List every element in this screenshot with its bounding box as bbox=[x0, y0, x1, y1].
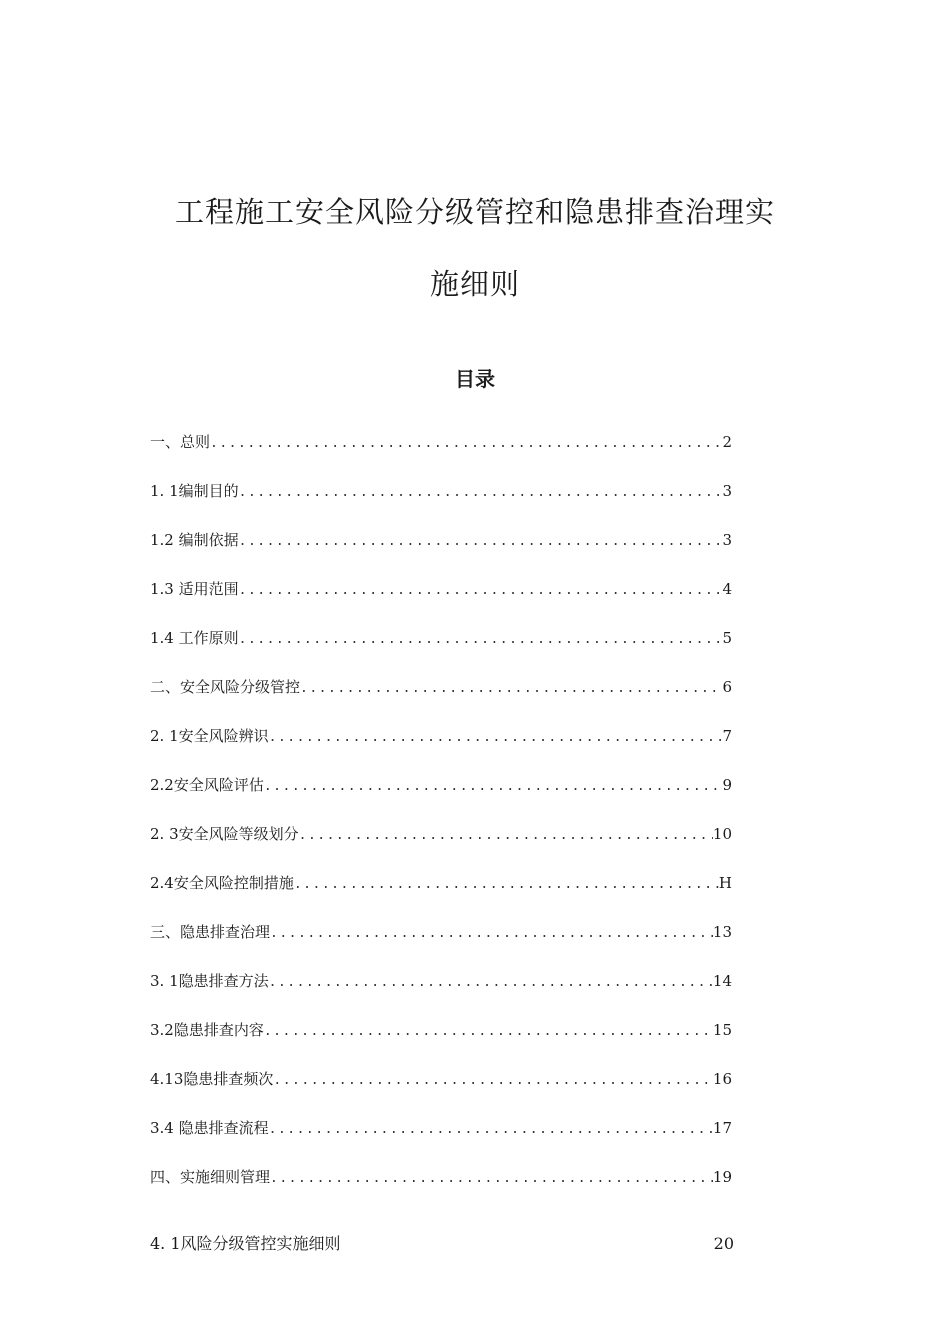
toc-leader-dots bbox=[210, 433, 722, 455]
toc-entry-page: 10 bbox=[712, 825, 732, 843]
toc-entry-text: 3.4 隐患排查流程 bbox=[150, 1119, 269, 1137]
toc-entry-page: 5 bbox=[722, 629, 732, 647]
toc-entry-page: 7 bbox=[722, 727, 732, 745]
toc-entry[interactable] bbox=[150, 480, 732, 529]
toc-entry-page: 14 bbox=[712, 972, 732, 990]
toc-entry[interactable] bbox=[150, 627, 732, 676]
toc-entry[interactable] bbox=[150, 725, 732, 774]
toc-entry[interactable] bbox=[150, 676, 732, 725]
toc-entry-text: 2. 3安全风险等级划分 bbox=[150, 825, 299, 843]
toc-entry-page: 3 bbox=[722, 531, 732, 549]
toc-leader-dots bbox=[273, 1070, 713, 1092]
toc-entry-page: 16 bbox=[712, 1070, 732, 1088]
toc-entry[interactable] bbox=[150, 1166, 732, 1215]
toc-entry-text: 2.4安全风险控制措施 bbox=[150, 874, 294, 892]
document-title-line-1: 工程施工安全风险分级管控和隐患排查治理实 bbox=[174, 195, 775, 229]
toc-entry-page: 20 bbox=[713, 1234, 734, 1253]
toc-leader-dots bbox=[239, 580, 723, 602]
toc-entry[interactable] bbox=[150, 774, 732, 823]
toc-entry-page: 3 bbox=[722, 482, 732, 500]
toc-entry-page: 4 bbox=[722, 580, 732, 598]
toc-entry[interactable] bbox=[150, 578, 732, 627]
toc-leader-dots bbox=[264, 776, 723, 798]
toc-entry-text: 1. 1编制目的 bbox=[150, 482, 239, 500]
toc-entry-text: 三、隐患排查治理 bbox=[150, 923, 271, 941]
toc-entry-final[interactable] bbox=[150, 1233, 734, 1255]
toc-entry-page: H bbox=[718, 874, 732, 892]
toc-entry[interactable] bbox=[150, 1117, 732, 1166]
toc-entry[interactable] bbox=[150, 1068, 732, 1117]
toc-entry[interactable] bbox=[150, 970, 732, 1019]
toc-leader-dots bbox=[239, 482, 723, 504]
toc-leader-dots bbox=[300, 678, 722, 700]
toc-entry[interactable] bbox=[150, 872, 732, 921]
toc-leader-dots bbox=[299, 825, 713, 847]
toc-entry-text: 1.3 适用范围 bbox=[150, 580, 239, 598]
toc-entry-page: 19 bbox=[712, 1168, 732, 1186]
toc-entry-page: 15 bbox=[712, 1021, 732, 1039]
toc-leader-dots bbox=[269, 1119, 713, 1141]
toc-entry-text: 2.2安全风险评估 bbox=[150, 776, 264, 794]
toc-entry[interactable] bbox=[150, 529, 732, 578]
toc-leader-dots bbox=[239, 531, 723, 553]
toc-heading: 目录 bbox=[455, 367, 495, 391]
toc-leader-dots bbox=[264, 1021, 713, 1043]
toc-entry-text: 4.13隐患排查频次 bbox=[150, 1070, 274, 1088]
toc-leader-dots bbox=[294, 874, 719, 896]
toc-entry-text: 3.2隐患排查内容 bbox=[150, 1021, 264, 1039]
toc-entry-text: 一、总则 bbox=[150, 433, 211, 451]
toc-entry-text: 3. 1隐患排查方法 bbox=[150, 972, 269, 990]
toc-entry-text: 4. 1风险分级管控实施细则 bbox=[150, 1234, 341, 1253]
toc-entry-text: 2. 1安全风险辨识 bbox=[150, 727, 269, 745]
toc-leader-dots bbox=[269, 972, 713, 994]
toc-leader-dots bbox=[239, 629, 723, 651]
toc-entry-page: 9 bbox=[722, 776, 732, 794]
toc-entry[interactable] bbox=[150, 1019, 732, 1068]
toc-entry-text: 1.4 工作原则 bbox=[150, 629, 239, 647]
toc-entry[interactable] bbox=[150, 823, 732, 872]
toc-entry-text: 四、实施细则管理 bbox=[150, 1168, 271, 1186]
toc-entry[interactable] bbox=[150, 921, 732, 970]
toc-entry[interactable] bbox=[150, 431, 732, 480]
toc-leader-dots bbox=[270, 923, 713, 945]
toc-leader-dots bbox=[269, 727, 723, 749]
toc-entry-page: 6 bbox=[722, 678, 732, 696]
toc-entry-text: 二、安全风险分级管控 bbox=[150, 678, 301, 696]
toc-entry-page: 2 bbox=[722, 433, 732, 451]
table-of-contents bbox=[150, 431, 732, 1215]
toc-entry-text: 1.2 编制依据 bbox=[150, 531, 239, 549]
document-title-line-2: 施细则 bbox=[429, 267, 520, 301]
toc-entry-page: 13 bbox=[712, 923, 732, 941]
toc-leader-dots bbox=[270, 1168, 713, 1190]
toc-entry-page: 17 bbox=[712, 1119, 732, 1137]
